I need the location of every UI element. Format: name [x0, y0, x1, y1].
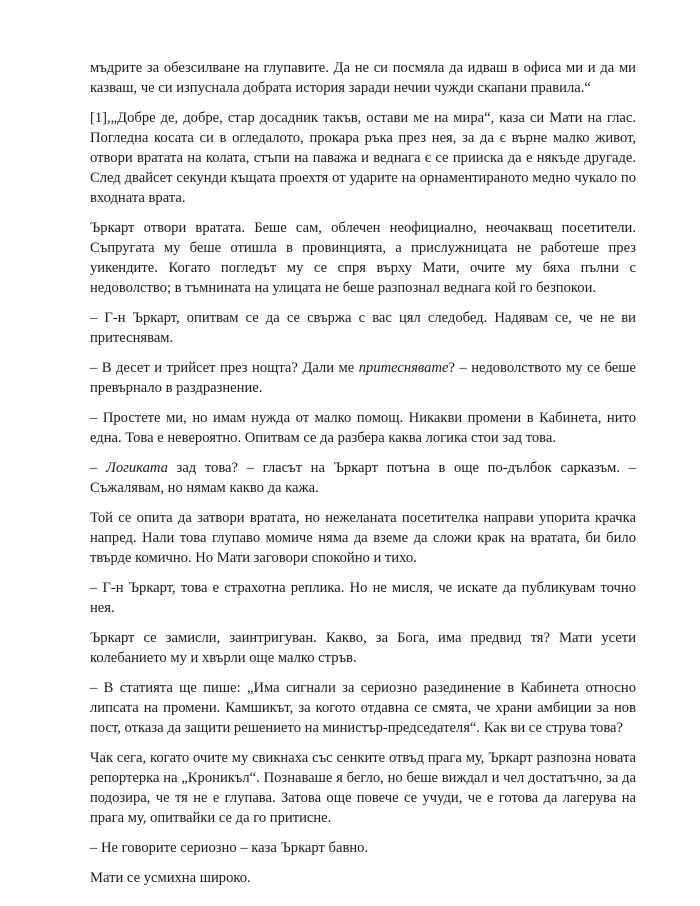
emphasis-text: притеснявате — [358, 360, 449, 376]
paragraph-text: мъдрите за обезсилване на глупавите. Да не си посмяла да идваш в офиса ми и да ми казваш, че си изпуснала добрата история заради нечии чужди скапани правила.“ — [90, 60, 636, 96]
paragraph-text: Чак сега, когато очите му свикнаха със сенките отвъд прага му, Ъркарт разпозна новата репортерка на „Кроникъл“. Познаваше я бегло, но беше виждал и чел достатъчно, за да подозира, че тя не е глупава. Затова още повече се учуди, че е готова да лагерува на прага му, опитвайки се да го притисне. — [90, 750, 636, 826]
paragraph-text: Ъркарт отвори вратата. Беше сам, облечен неофициално, неочакващ посетители. Съпругата му беше отишла в провинцията, а прислужницата не работеше през уикендите. Когато погледът му се спря върху Мати, очите му бяха пълни с недоволство; в тъмнината на улицата не беше разпознал веднага кой го безпокои. — [90, 220, 636, 296]
paragraph — [90, 108, 636, 208]
emphasis-text: Логиката — [105, 460, 168, 476]
paragraph — [90, 628, 636, 668]
paragraph — [90, 578, 636, 618]
paragraph — [90, 868, 636, 888]
paragraph-text: Той се опита да затвори вратата, но нежеланата посетителка направи упорита крачка напред. Нали това глупаво момиче няма да вземе да сложи крак на вратата, би било твърде комично. Но Мати заговори спокойно и тихо. — [90, 510, 636, 566]
paragraph — [90, 218, 636, 298]
paragraph — [90, 748, 636, 828]
paragraph — [90, 838, 636, 858]
paragraph-text: – Не говорите сериозно – каза Ъркарт бавно. — [90, 840, 369, 856]
paragraph-text: – Простете ми, но имам нужда от малко помощ. Никакви промени в Кабинета, нито една. Това е невероятно. Опитвам се да разбера каква логика стои зад това. — [90, 410, 636, 446]
paragraph — [90, 408, 636, 448]
paragraph-text: ? – недоволството му се беше превърнало в раздразнение. — [90, 360, 636, 396]
paragraph-text: зад това? – гласът на Ъркарт потъна в още по-дълбок сарказъм. – Съжалявам, но нямам какво да кажа. — [90, 460, 636, 496]
paragraph-text: – — [90, 460, 106, 476]
paragraph-text: Ъркарт се замисли, заинтригуван. Какво, за Бога, има предвид тя? Мати усети колебанието му и хвърли още малко стръв. — [90, 630, 636, 666]
paragraph — [90, 358, 636, 398]
document-page — [90, 58, 636, 898]
paragraph-text: Мати се усмихна широко. — [90, 870, 251, 886]
paragraph — [90, 458, 636, 498]
paragraph-text: – В десет и трийсет през нощта? Дали ме — [90, 360, 359, 376]
paragraph-text: – В статията ще пише: „Има сигнали за сериозно разединение в Кабинета относно липсата на промени. Камшикът, за когото отдавна се смята, че храни амбиции за нов пост, отказа да защити решението на министър-председателя“. Как ви се струва това? — [90, 680, 636, 736]
paragraph — [90, 58, 636, 98]
paragraph-text: – Г-н Ъркарт, това е страхотна реплика. Но не мисля, че искате да публикувам точно нея. — [90, 580, 636, 616]
paragraph — [90, 678, 636, 738]
paragraph — [90, 508, 636, 568]
paragraph-text: [1],„Добре де, добре, стар досадник такъв, остави ме на мира“, каза си Мати на глас. Погледна косата си в огледалото, прокара ръка през нея, за да є върне малко живот, отвори вратата на колата, стъпи на паважа и веднага є се прииска да е някъде другаде. След двайсет секунди къщата проехтя от ударите на орнаментираното медно чукало по входната врата. — [90, 110, 636, 206]
paragraph — [90, 308, 636, 348]
paragraph-text: – Г-н Ъркарт, опитвам се да се свържа с вас цял следобед. Надявам се, че не ви притеснявам. — [90, 310, 636, 346]
